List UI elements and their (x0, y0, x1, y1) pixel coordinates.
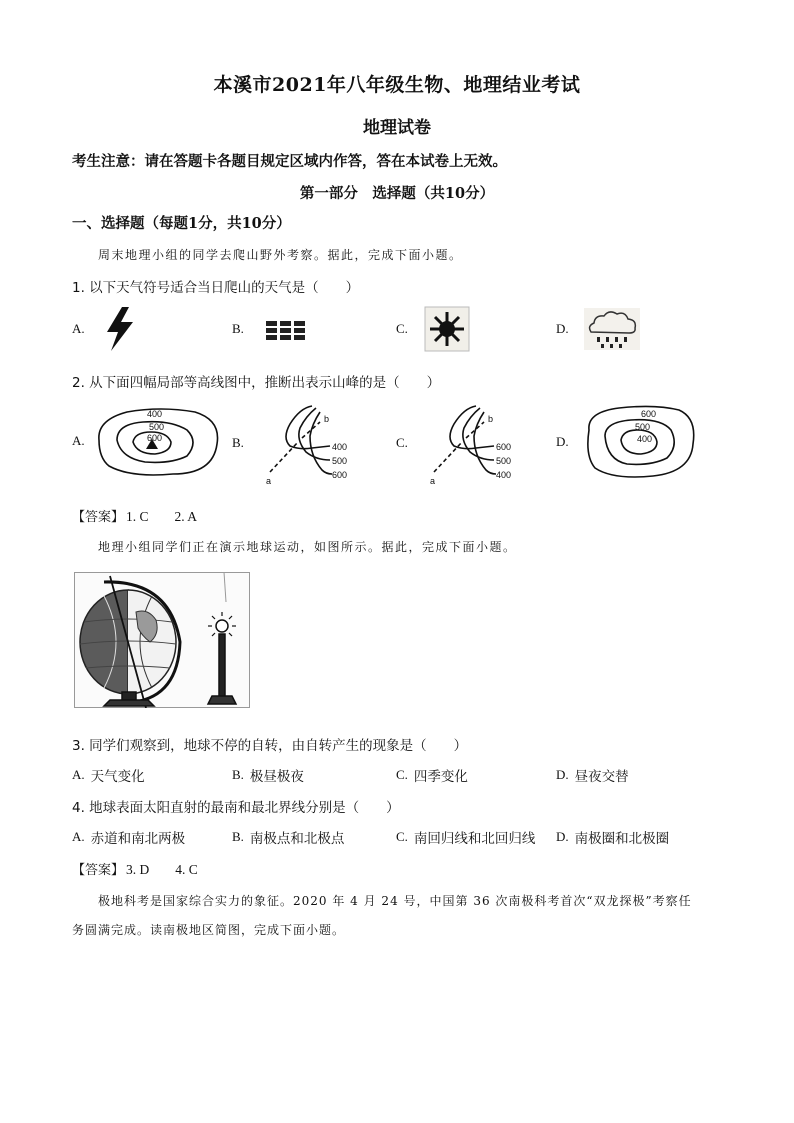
answer-1-2 (72, 506, 223, 525)
answer-3-4 (72, 859, 224, 878)
exam-title: 本溪市2021年八年级生物、地理结业考试 (213, 74, 581, 96)
option-text: 南极圈和北极圈 (574, 831, 670, 847)
answer-item: 4. C (175, 862, 198, 877)
fog-icon (264, 306, 308, 352)
option-label: A. (72, 829, 85, 844)
contour-map-b (250, 400, 358, 486)
option-text: 南极点和北极点 (249, 831, 345, 847)
answer-item: 3. D (126, 862, 150, 877)
contour-map-d (575, 400, 699, 484)
option-label: A. (72, 767, 85, 782)
point-label: a (265, 476, 271, 486)
group2-intro: 地理小组同学们正在演示地球运动，如图所示。据此，完成下面小题。 (98, 540, 517, 554)
option-label: C. (396, 767, 408, 782)
q3-option-b[interactable] (232, 765, 304, 785)
contour-label: 600 (146, 433, 162, 443)
question-1: 1. 以下天气符号适合当日爬山的天气是（ ） (72, 280, 360, 296)
point-label: b (487, 414, 493, 424)
option-label: D. (556, 434, 569, 449)
sunny-icon (424, 306, 470, 352)
question-2: 2. 从下面四幅局部等高线图中，推断出表示山峰的是（ ） (72, 375, 441, 391)
q1-option-b[interactable] (232, 306, 308, 352)
option-text: 南回归线和北回归线 (413, 831, 536, 847)
option-label: D. (556, 767, 569, 782)
contour-map-c (414, 400, 526, 486)
q2-option-d[interactable] (556, 400, 699, 484)
answer-item: 2. A (174, 509, 198, 524)
contour-label: 500 (331, 456, 347, 466)
contour-label: 400 (636, 434, 652, 444)
option-text: 极昼极夜 (249, 769, 304, 785)
option-label: D. (556, 321, 569, 336)
contour-label: 500 (148, 422, 164, 432)
group1-intro: 周末地理小组的同学去爬山野外考察。据此，完成下面小题。 (98, 248, 463, 262)
option-label: B. (232, 829, 244, 844)
exam-notice: 考生注意：请在答题卡各题目规定区域内作答，答在本试卷上无效。 (72, 153, 507, 170)
answer-bracket: 【答案】 (72, 510, 125, 525)
point-label: a (429, 476, 435, 486)
contour-label: 400 (146, 409, 162, 419)
q1-option-d[interactable] (556, 306, 641, 352)
option-label: B. (232, 321, 244, 336)
contour-label: 500 (634, 422, 650, 432)
exam-subtitle: 地理试卷 (363, 118, 431, 138)
option-text: 四季变化 (413, 769, 468, 785)
contour-label: 600 (495, 442, 511, 452)
contour-label: 500 (495, 456, 511, 466)
lightning-icon (105, 306, 135, 352)
q3-option-d[interactable] (556, 765, 629, 785)
option-label: B. (232, 767, 244, 782)
option-label: C. (396, 321, 408, 336)
option-label: B. (232, 435, 244, 450)
q4-option-c[interactable] (396, 827, 535, 847)
q1-option-a[interactable] (72, 306, 135, 352)
contour-label: 400 (331, 442, 347, 452)
option-label: C. (396, 435, 408, 450)
option-text: 赤道和南北两极 (90, 831, 186, 847)
q3-option-c[interactable] (396, 765, 468, 785)
rain-cloud-icon (583, 306, 641, 352)
q4-option-b[interactable] (232, 827, 344, 847)
section-heading: 一、选择题（每题1分，共10分） (72, 215, 291, 232)
contour-label: 400 (495, 470, 511, 480)
globe-and-lamp-figure (74, 572, 250, 708)
contour-map-a (91, 400, 223, 482)
q2-option-b[interactable] (232, 400, 358, 486)
q2-option-a[interactable] (72, 400, 223, 482)
answer-bracket: 【答案】 (72, 863, 125, 878)
question-4: 4. 地球表面太阳直射的最南和最北界线分别是（ ） (72, 800, 400, 816)
q1-option-c[interactable] (396, 306, 470, 352)
contour-label: 600 (331, 470, 347, 480)
part-heading: 第一部分 选择题（共10分） (299, 185, 495, 202)
group3-intro-line1: 极地科考是国家综合实力的象征。2020 年 4 月 24 号，中国第 36 次南极科考首次“双龙探极”考察任 (98, 894, 692, 908)
option-label: C. (396, 829, 408, 844)
q4-option-d[interactable] (556, 827, 669, 847)
point-label: b (323, 414, 329, 424)
q2-option-c[interactable] (396, 400, 526, 486)
q4-option-a[interactable] (72, 827, 185, 847)
q3-option-a[interactable] (72, 765, 145, 785)
group3-intro-line2: 务圆满完成。读南极地区简图，完成下面小题。 (72, 923, 346, 937)
option-label: A. (72, 321, 85, 336)
answer-item: 1. C (126, 509, 149, 524)
option-text: 天气变化 (90, 769, 145, 785)
contour-label: 600 (640, 409, 656, 419)
option-label: A. (72, 433, 85, 448)
option-label: D. (556, 829, 569, 844)
option-text: 昼夜交替 (574, 769, 629, 785)
question-3: 3. 同学们观察到，地球不停的自转，由自转产生的现象是（ ） (72, 738, 468, 754)
